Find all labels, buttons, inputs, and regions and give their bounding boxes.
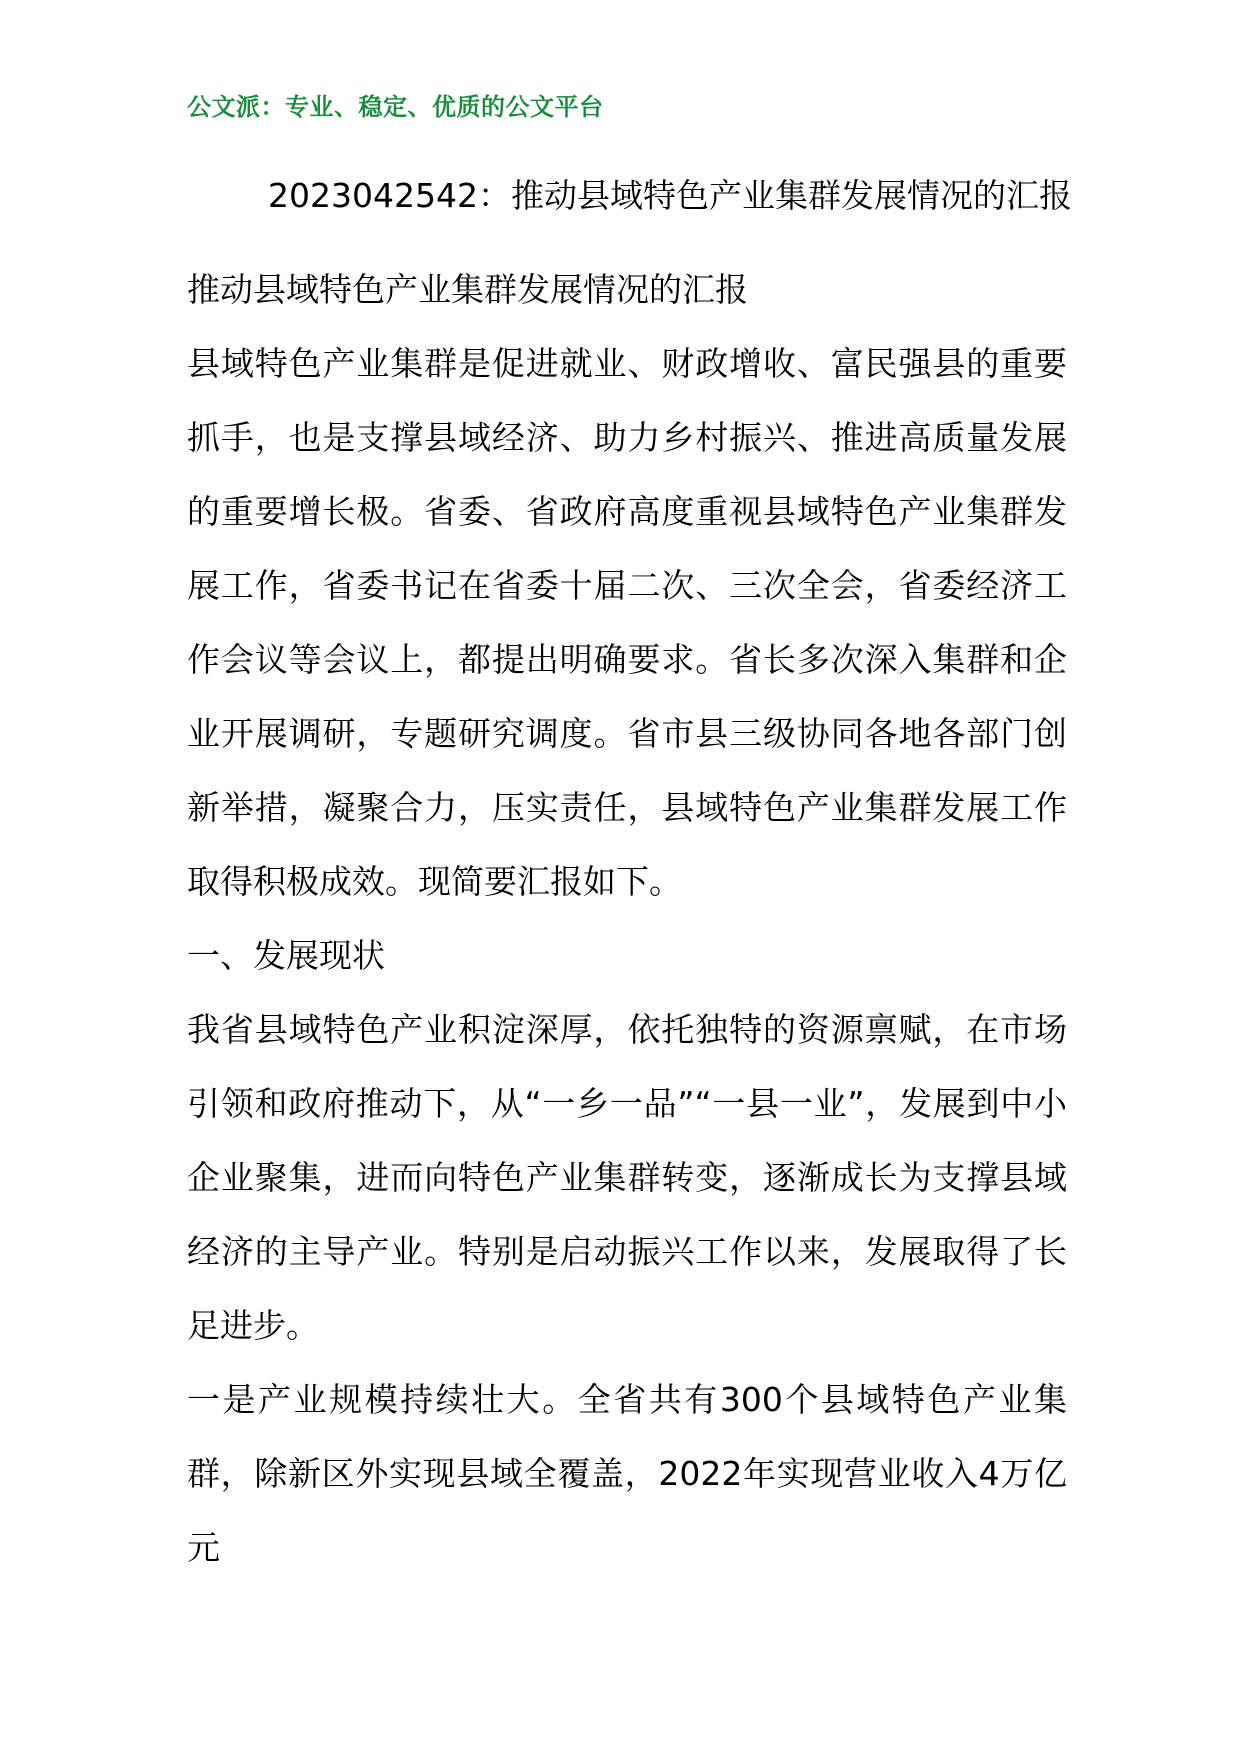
- section-heading: 一、发展现状: [187, 936, 385, 975]
- document-body: [187, 253, 1067, 1585]
- paragraph-scale: 一是产业规模持续壮大。全省共有300个县域特色产业集群，除新区外实现县域全覆盖，2022年实现营业收入4万亿元: [187, 1380, 1067, 1567]
- document-subtitle: 推动县域特色产业集群发展情况的汇报: [187, 270, 748, 309]
- document-title: 2023042542：推动县域特色产业集群发展情况的汇报: [268, 176, 1072, 215]
- brand-header: 公文派：专业、稳定、优质的公文平台: [187, 93, 604, 121]
- paragraph-intro: 县域特色产业集群是促进就业、财政增收、富民强县的重要抓手，也是支撑县域经济、助力乡村振兴、推进高质量发展的重要增长极。省委、省政府高度重视县域特色产业集群发展工作，省委书记在省委十届二次、三次全会，省委经济工作会议等会议上，都提出明确要求。省长多次深入集群和企业开展调研，专题研究调度。省市县三级协同各地各部门创新举措，凝聚合力，压实责任，县域特色产业集群发展工作取得积极成效。现简要汇报如下。: [187, 344, 1067, 901]
- paragraph-status: 我省县域特色产业积淀深厚，依托独特的资源禀赋，在市场引领和政府推动下，从“一乡一品”“一县一业”，发展到中小企业聚集，进而向特色产业集群转变，逐渐成长为支撑县域经济的主导产业。特别是启动振兴工作以来，发展取得了长足进步。: [187, 1010, 1067, 1345]
